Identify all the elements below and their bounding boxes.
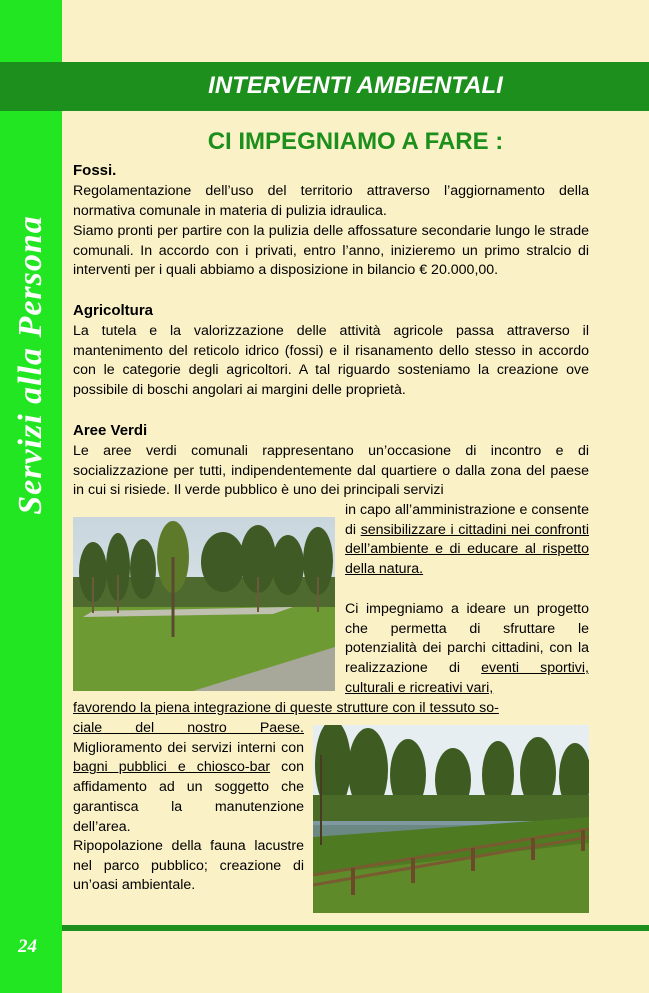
agricoltura-paragraph: La tutela e la valorizzazione delle attività agricole passa attraverso il mantenimento del reticolo idrico (fossi) e il risanamento dello stesso in accordo con le categorie degli agricoltori. A tal riguardo sosteniamo la creazione ove possibile di boschi angolari ai margini delle proprietà. (73, 323, 589, 399)
right-1-text: in capo all’amministrazione e consente di (345, 502, 589, 538)
fossi-heading: Fossi. (73, 162, 117, 179)
main-title: CI IMPEGNIAMO A FARE : (207, 128, 504, 155)
lake-photo (313, 725, 589, 913)
aree-verdi-left-1 (73, 719, 304, 837)
aree-verdi-full-line (73, 699, 589, 719)
fossi-paragraph-2: Siamo pronti per partire con la pulizia delle affossature secondarie lungo le strade comunali. In accordo con i privati, entro l’anno, inizieremo un primo stralcio di interventi per i quali abbiamo a disposizione in bilancio € 20.000,00. (73, 223, 589, 279)
page-number: 24 (18, 936, 37, 957)
right-1-underlined: sensibilizzare i cittadini nei confronti dell’ambiente e di educare al rispetto della natura. (345, 521, 589, 578)
right-2-text: Ci impegniamo a ideare un progetto che permetta di sfruttare le potenzialità dei parchi cittadini, con la realizzazione di (345, 601, 589, 677)
agricoltura-heading: Agricoltura (73, 302, 154, 319)
aree-verdi-right-2 (345, 600, 589, 699)
left-1-underlined: ciale del nostro Paese. (73, 720, 304, 736)
left-1-underlined-2: bagni pubblici e chiosco-bar (73, 759, 271, 776)
sidebar (0, 0, 62, 993)
fossi-paragraph-1: Regolamentazione dell’uso del territorio attraverso l’aggiornamento della normativa comunale in materia di pulizia idraulica. (73, 183, 589, 219)
full-line-underlined: favorendo la piena integrazione di queste strutture con il tessuto so- (73, 700, 499, 716)
park-photo (73, 517, 335, 691)
left-1-text: Miglioramento dei servizi interni con (73, 739, 304, 756)
aree-verdi-left-2: Ripopolazione della fauna lacustre nel parco pubblico; creazione di un’oasi ambientale. (73, 838, 304, 894)
sidebar-title: Servizi alla Persona (12, 215, 49, 515)
right-2-underlined: eventi sportivi, culturali e ricreativi vari, (345, 660, 589, 696)
header-band (0, 62, 649, 111)
bottom-rule (62, 925, 649, 931)
aree-verdi-intro: Le aree verdi comunali rappresentano un’occasione di incontro e di socializzazione per tutti, indipendentemente dal quartiere o dalla zona del paese in cui si risiede. Il verde pubblico è uno dei principali servizi (73, 443, 589, 499)
section-title: INTERVENTI AMBIENTALI (208, 72, 503, 99)
aree-verdi-right-1 (345, 501, 589, 580)
aree-verdi-heading: Aree Verdi (73, 422, 148, 439)
left-1-text-2: con affidamento ad un soggetto che garantisca la manutenzione dell’area. (73, 759, 304, 835)
